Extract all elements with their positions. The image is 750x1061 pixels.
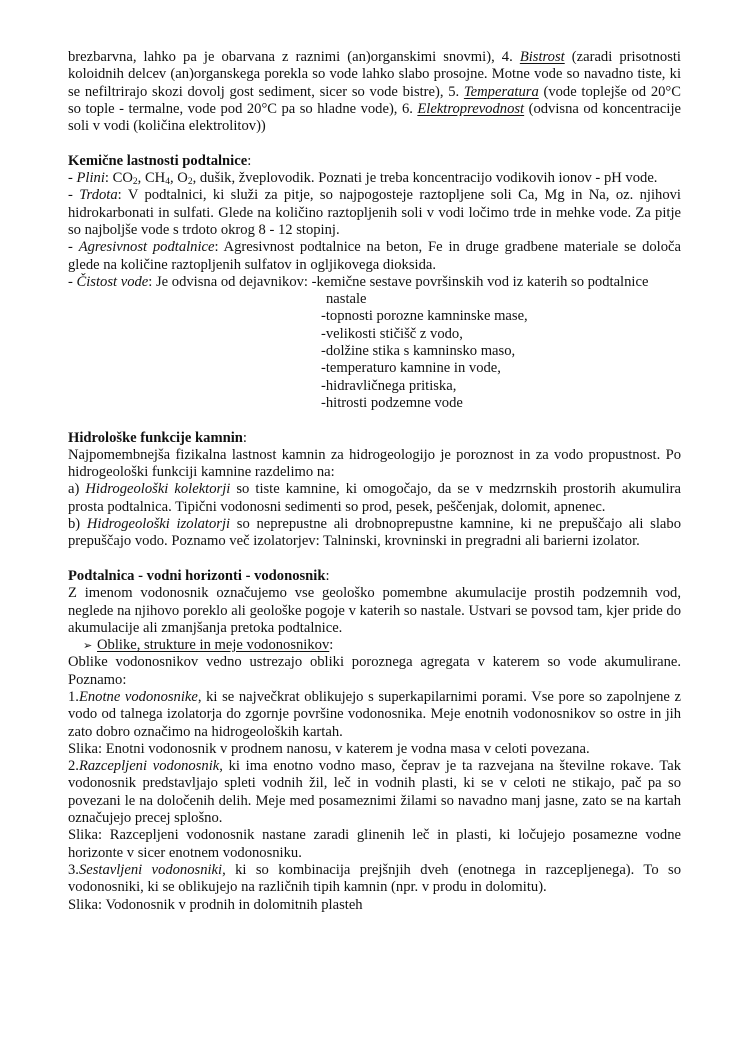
plini-line: - Plini: $CO_2$, $CH_4$, $O_2$, dušik, žveplovodik. Poznati je treba koncentracijo vodikovih ionov - pH vode. — [68, 170, 658, 188]
factor-item: -kemične sestave površinskih vod iz katerih so podtalnice — [311, 273, 649, 290]
intro-text: brezbarvna, lahko pa je obarvana z raznimi (an)organskimi snovmi), 4. — [68, 49, 520, 65]
term-plini: Plini — [76, 170, 105, 187]
izolatorji-paragraph — [68, 516, 681, 551]
subscript: 4 — [165, 177, 170, 188]
spacer — [68, 551, 681, 568]
oblike-paragraph: Oblike vodonosnikov vedno ustrezajo obliki poroznega agregata v katerem so vode akumulirane. Poznamo: — [68, 654, 681, 688]
term-kolektorji: Hidrogeološki kolektorji — [85, 481, 231, 498]
bullet-line — [68, 637, 681, 654]
intro-text: (vode toplejše od 20°C so tople - termalne, vode pod 20°C pa so hladne vode), 6. — [68, 83, 681, 117]
list-prefix: a) — [68, 481, 86, 498]
cistost-line: - Čistost vode: Je odvisna od dejavnikov: -kemične sestave površinskih vod iz katerih so podtalnice — [68, 273, 649, 290]
factor-item: -velikosti stičišč z vodo, — [321, 325, 463, 342]
factor-item: nastale — [326, 291, 367, 308]
figure-caption: Slika: Razcepljeni vodonosnik nastane zaradi glinenih leč in plasti, ki ločujejo posamezne vodne horizonte v sicer enotnem vodonosniku. — [68, 827, 681, 861]
figure-caption: Slika: Enotni vodonosnik v prodnem nanosu, v katerem je vodna masa v celoti povezana. — [68, 740, 590, 757]
section-heading-podtalnica — [68, 568, 681, 585]
heading-text: Podtalnica - vodni horizonti - vodonosnik — [68, 567, 326, 584]
factor-item: -temperaturo kamnine in vode, — [321, 360, 501, 377]
agresivnost-paragraph: - Agresivnost podtalnice: Agresivnost podtalnice na beton, Fe in druge gradbene materiale se določa glede na količine raztopljenih sulfatov in ogljikovega dioksida. — [68, 239, 681, 273]
heading-colon: : — [247, 152, 252, 169]
arrow-bullet-icon: ➢ — [83, 639, 93, 653]
document-page — [68, 49, 681, 914]
term-izolatorji: Hidrogeološki izolatorji — [86, 516, 231, 533]
term-enotne: Enotne vodonosnike — [78, 688, 198, 705]
spacer — [68, 135, 681, 152]
izolatorji-text: so neprepustne ali drobnoprepustne kamnine, ki ne prepuščajo ali slabo prepuščajo vodo. Poznamo več izolatorjev: Talninski, krovninski in pregradni ali barierni izolator. — [68, 516, 681, 550]
term-agresivnost: Agresivnost podtalnice — [78, 239, 215, 256]
subscript: 2 — [132, 177, 138, 188]
subscript: 2 — [187, 177, 193, 188]
item-text: , ki ima enotno vodno maso, čeprav je ta razvejana na številne rokave. Tak vodonosnik predstavljajo spleti vodnih žil, leč in vodnih plasti, ki se v celoti ne stikajo, pač pa so povezani le na določenih delih. Meje med posameznimi žilami so navadno manj jasne, zato se na kartah označujejo precej splošno. — [68, 758, 681, 827]
list-number: 1. — [68, 688, 79, 705]
agresivnost-text: : Agresivnost podtalnice na beton, Fe in druge gradbene materiale se določa glede na količine raztopljenih sulfatov in ogljikovega dioksida. — [68, 239, 681, 273]
heading-colon: : — [325, 567, 330, 584]
podtalnica-intro: Z imenom vodonosnik označujemo vse geološko pomembne akumulacije prostih podzemnih vod, neglede na njihovo poreklo ali geološke pogoje v katerih so nastale. Ustvari se povsod tam, kjer pride do akumulacije ali zmanjšanja pretoka podtalnice. — [68, 585, 681, 636]
term-trdota: Trdota — [79, 187, 118, 204]
plini-text: , CH — [137, 170, 166, 187]
plini-text: , O — [169, 170, 188, 187]
plini-text: , dušik, žveplovodik. Poznati je treba koncentracijo vodikovih ionov - pH vode. — [192, 170, 658, 187]
trdota-text: : V podtalnici, ki služi za pitje, so najpogosteje raztopljene soli Ca, Mg in Na, oz. njihovi hidrokarbonati in sulfati. Glede na količino raztopljenih soli v vodi ločimo trde in mehke vode. Za pitje so najboljše vode s trdoto okrog 8 - 12 stopinj. — [68, 187, 681, 238]
intro-paragraph — [68, 49, 681, 135]
list-number: 3. — [68, 861, 79, 878]
intro-text: (zaradi prisotnosti koloidnih delcev (an)organskega porekla so vode lahko slabo prosojne. Motne vode so navadno tiste, ki se nefiltrirajo skozi dovolj gost sediment, sicer so vode bistre), 5. — [68, 49, 681, 100]
factor-item: -hitrosti podzemne vode — [321, 394, 463, 411]
intro-text: (odvisna od koncentracije soli v vodi (količina elektrolitov)) — [68, 100, 681, 135]
term-razcepljeni: Razcepljeni vodonosnik — [78, 758, 220, 775]
item-1 — [68, 689, 681, 741]
item-text: , ki se največkrat oblikujejo s superkapilarnimi porami. Vse pore so zapolnjene z vodo od talnega izolatorja do zgornje površine vodonosnika. Meje enotnih vodonosnikov so ostre in jih zato dobro označimo na hidrogeoloških kartah. — [68, 688, 681, 740]
factor-item: -dolžine stika s kamninsko maso, — [321, 343, 516, 360]
term-elektroprevodnost: Elektroprevodnost — [417, 100, 525, 117]
spacer — [68, 412, 681, 429]
section-heading-hidroloske — [68, 430, 681, 447]
kolektorji-text: so tiste kamnine, ki omogočajo, da se v medzrnskih prostorih akumulira prosta podtalnica. Tipični vodonosni sedimenti so prod, pesek, peščenjak, dolomit, apnenec. — [68, 481, 682, 515]
factor-item: -topnosti porozne kamninske mase, — [321, 308, 528, 325]
figure-caption: Slika: Vodonosnik v prodnih in dolomitnih plasteh — [68, 896, 363, 913]
hidroloske-intro: Najpomembnejša fizikalna lastnost kamnin za hidrogeologijo je poroznost in za vodo propustnost. Po hidrogeološki funkciji kamnine razdelimo na: — [68, 446, 681, 481]
term-temperatura: Temperatura — [463, 83, 539, 100]
list-number: 2. — [68, 758, 79, 775]
section-heading-kemicne — [68, 153, 681, 170]
heading-colon: : — [242, 429, 247, 446]
cistost-text: : Je odvisna od dejavnikov: — [148, 273, 312, 290]
list-prefix: b) — [68, 516, 87, 533]
item-2 — [68, 758, 681, 827]
item-text: , ki so kombinacija prejšnjih dveh (enotnega in razcepljenega). To so vodonosniki, ki se oblikujejo na različnih tipih kamnin (npr. v produ in dolomitu). — [68, 861, 681, 896]
plini-text: : CO — [104, 170, 133, 187]
trdota-paragraph: - Trdota: V podtalnici, ki služi za pitje, so najpogosteje raztopljene soli Ca, Mg in Na, oz. njihovi hidrokarbonati in sulfati. Glede na količino raztopljenih soli v vodi ločimo trde in mehke vode. Za pitje so najboljše vode s trdoto okrog 8 - 12 stopinj. — [68, 187, 681, 238]
item-3 — [68, 862, 681, 897]
heading-text: Hidrološke funkcije kamnin — [68, 429, 243, 446]
factor-list — [68, 291, 681, 412]
subheading-oblike: Oblike, strukture in meje vodonosnikov — [97, 637, 330, 654]
term-bistrost: Bistrost — [519, 49, 565, 65]
heading-text: Kemične lastnosti podtalnice — [68, 152, 248, 169]
kolektorji-paragraph — [68, 481, 681, 516]
term-cistost: Čistost vode — [76, 273, 149, 290]
term-sestavljeni: Sestavljeni vodonosniki — [78, 861, 223, 878]
subheading-colon: : — [329, 637, 334, 654]
factor-item: -hidravličnega pritiska, — [321, 377, 457, 394]
